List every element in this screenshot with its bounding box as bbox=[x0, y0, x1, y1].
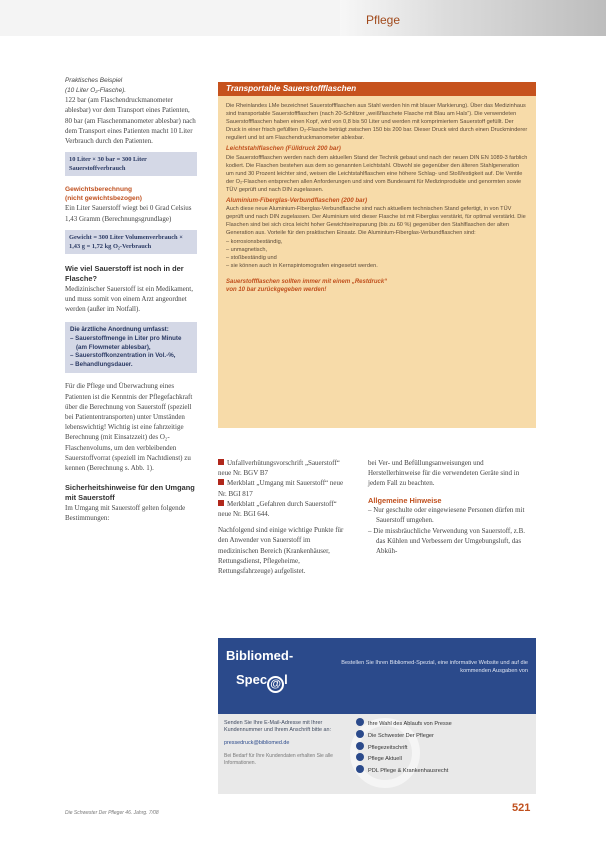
order-box bbox=[65, 322, 197, 373]
question-text: Medizinischer Sauerstoff ist ein Medikament, und muss somit von einem Arzt angeordnet werden (außer im Notfall). bbox=[65, 284, 193, 314]
safety-heading: Sicherheitshinweise für den Umgang mit Sauerstoff bbox=[65, 483, 195, 503]
composite-heading: Aluminium-Fiberglas-Verbundflaschen (200 bar) bbox=[226, 197, 368, 205]
ad-list-item: Die Schwester Der Pfleger bbox=[356, 730, 532, 742]
section-title: Pflege bbox=[366, 13, 401, 27]
right-text: bei Ver- und Befüllungsanweisungen und Herstellerhinweise für die verwendeten Geräte sind in jedem Fall zu beachten. bbox=[368, 459, 520, 488]
formula-box-weight: Gewicht = 300 Liter Volumenverbrauch × 1,43 g = 1,72 kg O₂-Verbrauch bbox=[65, 230, 197, 254]
closing-line-2: von 10 bar zurückgegeben werden! bbox=[226, 286, 327, 293]
bullet-circle-icon bbox=[356, 742, 364, 750]
advantage-item: – korrosionsbeständig, bbox=[226, 238, 283, 245]
ad-list-item: Pflegezeitschrift bbox=[356, 742, 532, 754]
example-heading: Praktisches Beispiel bbox=[65, 77, 123, 84]
formula-box-volume: 10 Liter × 30 bar = 300 Liter Sauerstoffverbrauch bbox=[65, 152, 197, 176]
advantage-item: – sie können auch in Kernspintomografen eingesetzt werden. bbox=[226, 262, 378, 269]
ad-instructions: Senden Sie Ihre E-Mail-Adresse mit Ihrer Kundennummer und Ihrem Anschrift bitte an: pressedruck@bibliomed.de Bei Bedarf für Ihre Kundendaten erhalten Sie alle Informationen. bbox=[224, 720, 350, 766]
weight-subheading: (nicht gewichtsbezogen) bbox=[65, 194, 142, 202]
bullet-circle-icon bbox=[356, 765, 364, 773]
left-column bbox=[65, 76, 197, 524]
ad-intro: Bestellen Sie Ihren Bibliomed-Spezial, eine informative Website und auf die kommenden Ausgaben von bbox=[341, 660, 528, 674]
bullet-circle-icon bbox=[356, 730, 364, 738]
bullet-circle-icon bbox=[356, 718, 364, 726]
red-square-bullet-icon bbox=[218, 459, 224, 465]
regulation-item: Merkblatt „Gefahren durch Sauerstoff“ neue Nr. BGI 644. bbox=[218, 499, 337, 519]
regulation-item: Merkblatt „Umgang mit Sauerstoff“ neue Nr. BGI 817 bbox=[218, 479, 344, 498]
ad-list-item: Ihre Wahl des Ablaufs von Presse bbox=[356, 718, 532, 730]
middle-text: Nachfolgend sind einige wichtige Punkte für den Anwender von Sauerstoff im medizinischen Bereich (Krankenhäuser, Rettungsdienst, Pflegeheime, Rettungsfahrzeuge) aufgelistet. bbox=[218, 526, 344, 576]
page-number: 521 bbox=[512, 802, 531, 814]
example-text: 122 bar (am Flaschendruckmanometer ablesbar) vor dem Transport eines Patienten, 80 bar (am Flaschenmanometer ablesbar) nach dem Transport eines Patienten macht 10 Liter Verbrauch durch den Patienten. bbox=[65, 96, 196, 145]
care-text: Für die Pflege und Überwachung eines Patienten ist die Kenntnis der Pflegefachkraft über die Berechnung von Sauerstoff (speziell bei Patiententransporten) unter Umständen lebenswichtig! Wichtig ist eine fahrzeitige Berechnung (mit Einsatzzeit) des O₂-Flaschenvolums, um den verbleibenden Sauerstoffvorrat (speziell im Nachtdienst) zu kennen (Berechnung s. Abb. 1). bbox=[65, 382, 193, 472]
ad-email-link[interactable]: pressedruck@bibliomed.de bbox=[224, 739, 290, 746]
footer-journal: Die Schwester Der Pfleger 46. Jahrg. 7/08 bbox=[65, 810, 159, 816]
order-item: – Behandlungsdauer. bbox=[70, 360, 133, 368]
red-square-bullet-icon bbox=[218, 479, 224, 485]
advantage-item: – stoßbeständig und bbox=[226, 254, 277, 261]
steel-text: Die Sauerstoffflaschen werden nach dem aktuellen Stand der Technik gebaut und nach der neuen DIN EN 1089-3 farblich kodiert. Die Flaschen bestehen aus dem so genannten Leichtstahl. Obwohl sie gegenüber den älteren Stahlgeneration um rund 30 Prozent leichter sind, weisen die Leichtstahlflaschen eine höhere Schlag- und Stoßfestigkeit auf. Die Ventile der O₂-Flaschen entsprechen allen Anforderungen und sind vom Bundesamt für Medizinprodukte und genormten sowie TÜV geprüft und nach DIN zugelassen. bbox=[226, 154, 528, 193]
right-column bbox=[368, 458, 536, 556]
safety-text: Im Umgang mit Sauerstoff gelten folgende Bestimmungen: bbox=[65, 504, 186, 523]
closing-note bbox=[226, 278, 528, 294]
ad-note: Bei Bedarf für Ihre Kundendaten erhalten Sie alle Informationen. bbox=[224, 753, 333, 766]
ad-list bbox=[356, 718, 532, 777]
bibliomed-ad[interactable] bbox=[218, 638, 536, 794]
weight-text: Ein Liter Sauerstoff wiegt bei 0 Grad Celsius 1,43 Gramm (Berechnungsgrundlage) bbox=[65, 204, 192, 223]
general-note-item: – Die missbräuchliche Verwendung von Sauerstoff, z.B. das Kühlen und Verbessern der Umgebungsluft, das Abküh- bbox=[368, 526, 526, 556]
weight-heading: Gewichtsberechnung bbox=[65, 186, 133, 194]
order-item: – Sauerstoffmenge in Liter pro Minute (am Flowmeter ablesbar), bbox=[70, 335, 182, 351]
order-box-heading: Die ärztliche Anordnung umfasst: bbox=[70, 326, 169, 334]
order-item: – Sauerstoffkonzentration in Vol.-%, bbox=[70, 352, 176, 360]
general-notes-heading: Allgemeine Hinweise bbox=[368, 495, 442, 505]
info-box bbox=[218, 82, 536, 428]
general-note-item: – Nur geschulte oder eingewiesene Personen dürfen mit Sauerstoff umgehen. bbox=[368, 506, 525, 525]
bibliomed-logo: Bibliomed- Spec @ l bbox=[226, 648, 316, 704]
info-box-body bbox=[226, 102, 528, 294]
closing-line-1: Sauerstoffflaschen sollten immer mit einem „Restdruck“ bbox=[226, 278, 388, 285]
example-subheading: (10 Liter O₂-Flasche). bbox=[65, 86, 127, 94]
ad-header bbox=[218, 638, 536, 714]
at-sign-icon: @ bbox=[267, 676, 284, 693]
red-square-bullet-icon bbox=[218, 500, 224, 506]
middle-column bbox=[218, 458, 344, 576]
composite-text: Auch diese neue Aluminium-Fiberglas-Verbundflasche sind nach aktuellem technischen Stand gefertigt, in von TÜV geprüft und nach DIN zugelassen. Der Aluminium wird dieser Flasche ist mit Fiberglas verstärkt, für optimal verstärkt. Die Flaschen sind bei sich circa leicht hoher Gewichtseinsparung (bis zu 60 %) gegenüber den Stahlflaschen der alten Generation aus. Vorteile für den praktischen Einsatz. Die Aluminium-Fiberglas-Verbundflaschen sind: bbox=[226, 206, 526, 237]
ad-list-item: PDL Pflege & Krankenhausrecht bbox=[356, 765, 532, 777]
ad-list-item: Pflege Aktuell bbox=[356, 753, 532, 765]
question-heading: Wie viel Sauerstoff ist noch in der Flasche? bbox=[65, 263, 184, 283]
advantage-item: – unmagnetisch, bbox=[226, 246, 268, 253]
regulation-item: Unfallverhütungsvorschrift „Sauerstoff“ neue Nr. BGV B7 bbox=[218, 459, 340, 478]
info-box-title-bar bbox=[218, 82, 536, 96]
bullet-circle-icon bbox=[356, 753, 364, 761]
info-box-title: Transportable Sauerstoffflaschen bbox=[226, 84, 357, 93]
steel-heading: Leichtstahlflaschen (Fülldruck 200 bar) bbox=[226, 145, 341, 153]
info-intro: Die Rheinlandes LMe bezeichnet Sauerstoffflaschen aus Stahl werden hin mit blauer Markierung). Über das Medizinhaus sind transportable Sauerstoffflaschen (nach 20-Schlitzer „weißflaschete Flasche mit Blau am Hals“). Die verwendeten Sauerstoffflaschen haben einen Kopf, wird von 0,8 bis 50 Liter und werden mit komprimiertem Sauerstoff gefüllt. Der Druck in einer frisch gefüllten O₂-Flasche beträgt zwischen 150 bis 200 bar. Dieser Druck wird durch einen Druckminderer reguliert und ist am Flaschendruckmanometer ablesbar. bbox=[226, 103, 528, 142]
